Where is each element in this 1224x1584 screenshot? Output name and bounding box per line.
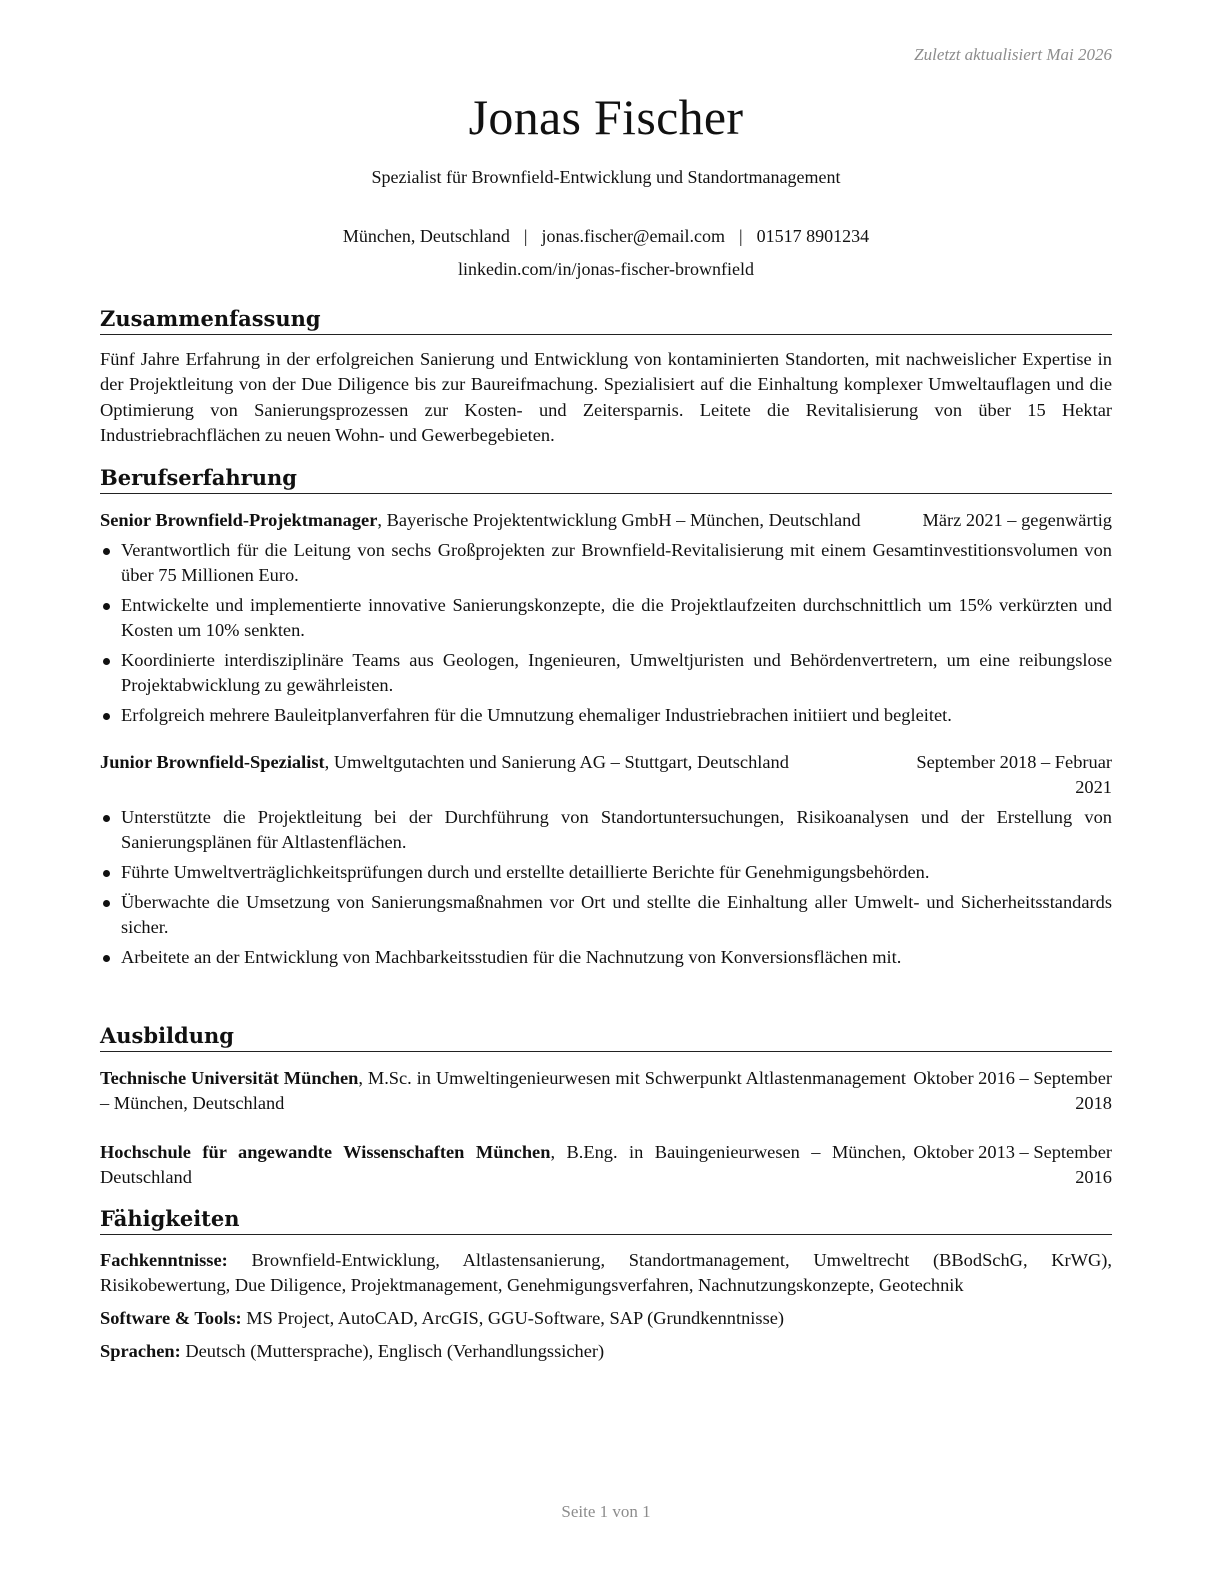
- job-entry: [100, 508, 1112, 728]
- education-section: [100, 1022, 1112, 1190]
- bullet-icon: [103, 658, 110, 665]
- contact-linkedin[interactable]: linkedin.com/in/jonas-fischer-brownfield: [457, 259, 755, 279]
- education-dates: Oktober 2013 – September 2016: [913, 1142, 1112, 1187]
- job-dates: März 2021 – gegenwärtig: [922, 510, 1112, 530]
- job-bullet: Unterstützte die Projektleitung bei der Durchführung von Standortuntersuchungen, Risikoanalysen und der Erstellung von Sanierungsplänen für Altlastenflächen.: [100, 805, 1112, 855]
- education-detail: , B.Eng. in Bauingenieurwesen – München, Deutschland: [100, 1142, 906, 1187]
- experience-section: [100, 464, 1112, 975]
- candidate-name: Jonas Fischer: [468, 89, 744, 145]
- bullet-icon: [103, 815, 110, 822]
- resume-page: [100, 0, 1112, 1584]
- contact-location: München, Deutschland: [342, 226, 510, 246]
- education-title-line: [100, 1066, 912, 1116]
- education-school: Hochschule für angewandte Wissenschaften München: [100, 1142, 551, 1162]
- job-header: [100, 508, 1112, 533]
- section-title-skills: Fähigkeiten: [100, 1205, 1112, 1235]
- education-school: Technische Universität München: [100, 1068, 359, 1088]
- skill-line-languages: [100, 1339, 1112, 1364]
- job-header: [100, 750, 1112, 800]
- job-bullet: Erfolgreich mehrere Bauleitplanverfahren für die Umnutzung ehemaliger Industriebrachen initiiert und begleitet.: [100, 703, 1112, 728]
- skill-label: Software & Tools:: [100, 1308, 242, 1328]
- job-bullets: [100, 538, 1112, 728]
- section-title-education: Ausbildung: [100, 1022, 1112, 1052]
- summary-section: [100, 305, 1112, 449]
- contact-separator: |: [738, 226, 743, 246]
- job-entry: [100, 750, 1112, 970]
- job-bullet: Arbeitete an der Entwicklung von Machbarkeitsstudien für die Nachnutzung von Konversionsflächen mit.: [100, 945, 1112, 970]
- skill-text: Deutsch (Muttersprache), Englisch (Verhandlungssicher): [185, 1341, 605, 1361]
- job-bullet: Entwickelte und implementierte innovative Sanierungskonzepte, die die Projektlaufzeiten durchschnittlich um 15% verkürzten und Kosten um 10% senkten.: [100, 593, 1112, 643]
- education-dates: Oktober 2016 – September 2018: [913, 1068, 1112, 1113]
- skills-section: [100, 1205, 1112, 1372]
- contact-line: [100, 220, 1112, 253]
- job-bullet: Verantwortlich für die Leitung von sechs Großprojekten zur Brownfield-Revitalisierung mit einem Gesamtinvestitionsvolumen von über 75 Millionen Euro.: [100, 538, 1112, 588]
- contact-block: [100, 220, 1112, 286]
- contact-separator: |: [523, 226, 528, 246]
- contact-email[interactable]: jonas.fischer@email.com: [541, 226, 725, 246]
- candidate-title: Spezialist für Brownfield-Entwicklung und Standortmanagement: [371, 167, 841, 187]
- last-updated: Zuletzt aktualisiert Mai 2026: [914, 45, 1112, 64]
- job-employer: , Bayerische Projektentwicklung GmbH – München, Deutschland: [377, 510, 861, 530]
- skill-label: Sprachen:: [100, 1341, 181, 1361]
- education-entry: [100, 1066, 1112, 1116]
- section-title-experience: Berufserfahrung: [100, 464, 1112, 494]
- job-title-line: [100, 750, 882, 775]
- section-title-summary: Zusammenfassung: [100, 305, 1112, 335]
- skill-label: Fachkenntnisse:: [100, 1250, 228, 1270]
- job-employer: , Umweltgutachten und Sanierung AG – Stuttgart, Deutschland: [324, 752, 789, 772]
- job-bullet: Koordinierte interdisziplinäre Teams aus Geologen, Ingenieuren, Umweltjuristen und Behördenvertretern, um eine reibungslose Projektabwicklung zu gewährleisten.: [100, 648, 1112, 698]
- job-bullets: [100, 805, 1112, 970]
- bullet-icon: [103, 900, 110, 907]
- job-dates: September 2018 – Februar 2021: [916, 752, 1112, 797]
- skill-line-expertise: [100, 1248, 1112, 1298]
- summary-text: Fünf Jahre Erfahrung in der erfolgreichen Sanierung und Entwicklung von kontaminierten Standorten, mit nachweislicher Expertise in der Projektleitung von der Due Diligence bis zur Baureifmachung. Spezialisiert auf die Einhaltung komplexer Umweltauflagen und die Optimierung von Sanierungsprozessen zur Kosten- und Zeitersparnis. Leitete die Revitalisierung von über 15 Hektar Industriebrachflächen zu neuen Wohn- und Gewerbegebieten.: [100, 349, 1112, 446]
- education-title-line: [100, 1140, 912, 1190]
- bullet-icon: [103, 870, 110, 877]
- job-bullet: Überwachte die Umsetzung von Sanierungsmaßnahmen vor Ort und stellte die Einhaltung aller Umwelt- und Sicherheitsstandards sicher.: [100, 890, 1112, 940]
- page-number: Seite 1 von 1: [561, 1502, 651, 1521]
- job-bullet: Führte Umweltverträglichkeitsprüfungen durch und erstellte detaillierte Berichte für Genehmigungsbehörden.: [100, 860, 1112, 885]
- education-detail: , M.Sc. in Umweltingenieurwesen mit Schwerpunkt Altlastenmanagement – München, Deutschland: [100, 1068, 906, 1113]
- job-role: Senior Brownfield-Projektmanager: [100, 510, 378, 530]
- job-role: Junior Brownfield-Spezialist: [100, 752, 325, 772]
- contact-phone: 01517 8901234: [756, 226, 870, 246]
- bullet-icon: [103, 603, 110, 610]
- job-title-line: [100, 508, 882, 533]
- skill-text: MS Project, AutoCAD, ArcGIS, GGU-Software, SAP (Grundkenntnisse): [246, 1308, 785, 1328]
- bullet-icon: [103, 955, 110, 962]
- bullet-icon: [103, 713, 110, 720]
- skill-text: Brownfield-Entwicklung, Altlastensanierung, Standortmanagement, Umweltrecht (BBodSchG, KrWG), Risikobewertung, Due Diligence, Projektmanagement, Genehmigungsverfahren, Nachnutzungskonzepte, Geotechnik: [100, 1250, 1112, 1295]
- bullet-icon: [103, 548, 110, 555]
- skill-line-software: [100, 1306, 1112, 1331]
- education-entry: [100, 1140, 1112, 1190]
